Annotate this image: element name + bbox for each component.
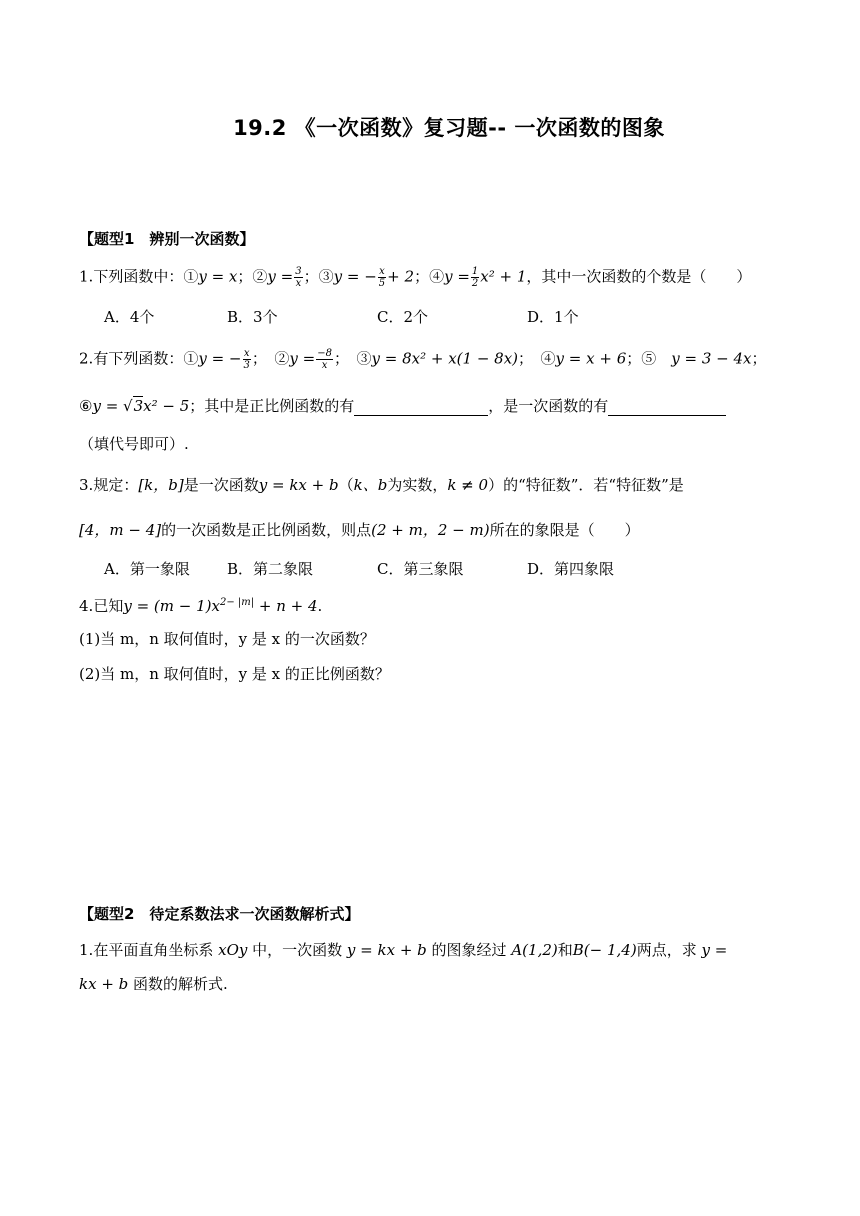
question-2-1: 1.在平面直角坐标系 xOy 中，一次函数 y = kx + b 的图象经过 A(1,2)和B(− 1,4)两点，求 y = (79, 941, 728, 959)
page-title: 19.2 《一次函数》复习题-- 一次函数的图象 (233, 116, 665, 140)
option-a[interactable]: A．4个 (104, 308, 155, 326)
section-heading-1: 【题型1 辨别一次函数】 (79, 230, 255, 248)
question-1-2-cont: ⑥y = √3x² − 5；其中是正比例函数的有 ，是一次函数的有 (79, 396, 726, 416)
question-1-1: 1.下列函数中：①y = x；②y = $\frac{3}{x}$ ；③y = − $\frac{x}{5}$ + 2；④y = $\frac{1}{2}$ x² + 1，其中一次函数的个数是（ ） (79, 266, 752, 289)
question-2-1-cont: kx + b 函数的解析式. (79, 975, 228, 993)
option-d[interactable]: D．1个 (527, 308, 579, 326)
option-c[interactable]: C．2个 (377, 308, 429, 326)
option-d[interactable]: D．第四象限 (527, 560, 615, 578)
answer-blank-linear[interactable] (608, 399, 726, 416)
option-b[interactable]: B．3个 (227, 308, 278, 326)
question-1-3: 3.规定：[k，b]是一次函数y = kx + b（k、b为实数，k ≠ 0）的“特征数”．若“特征数”是 (79, 476, 684, 494)
option-b[interactable]: B．第二象限 (227, 560, 314, 578)
question-1-2: 2.有下列函数：①y = − $\frac{x}{3}$ ； ②y = $\frac{-8}{x}$ ； ③y = 8x² + x(1 − 8x)； ④y = x + 6；⑤ y = 3 − 4x； (79, 348, 767, 371)
question-1-4-sub1: (1)当 m，n 取何值时，y 是 x 的一次函数？ (79, 630, 375, 648)
question-1-2-note: （填代号即可）. (79, 435, 189, 453)
option-a[interactable]: A．第一象限 (104, 560, 190, 578)
section-heading-2: 【题型2 待定系数法求一次函数解析式】 (79, 905, 360, 923)
option-c[interactable]: C．第三象限 (377, 560, 464, 578)
question-1-3-cont: [4，m − 4]的一次函数是正比例函数，则点(2 + m，2 − m)所在的象限是（ ） (79, 521, 640, 539)
question-1-4: 4.已知$y = (m - 1)x^{2- |m|} + n + 4$. (79, 597, 323, 615)
question-1-4-sub2: (2)当 m，n 取何值时，y 是 x 的正比例函数？ (79, 665, 390, 683)
answer-blank-proportional[interactable] (354, 399, 488, 416)
